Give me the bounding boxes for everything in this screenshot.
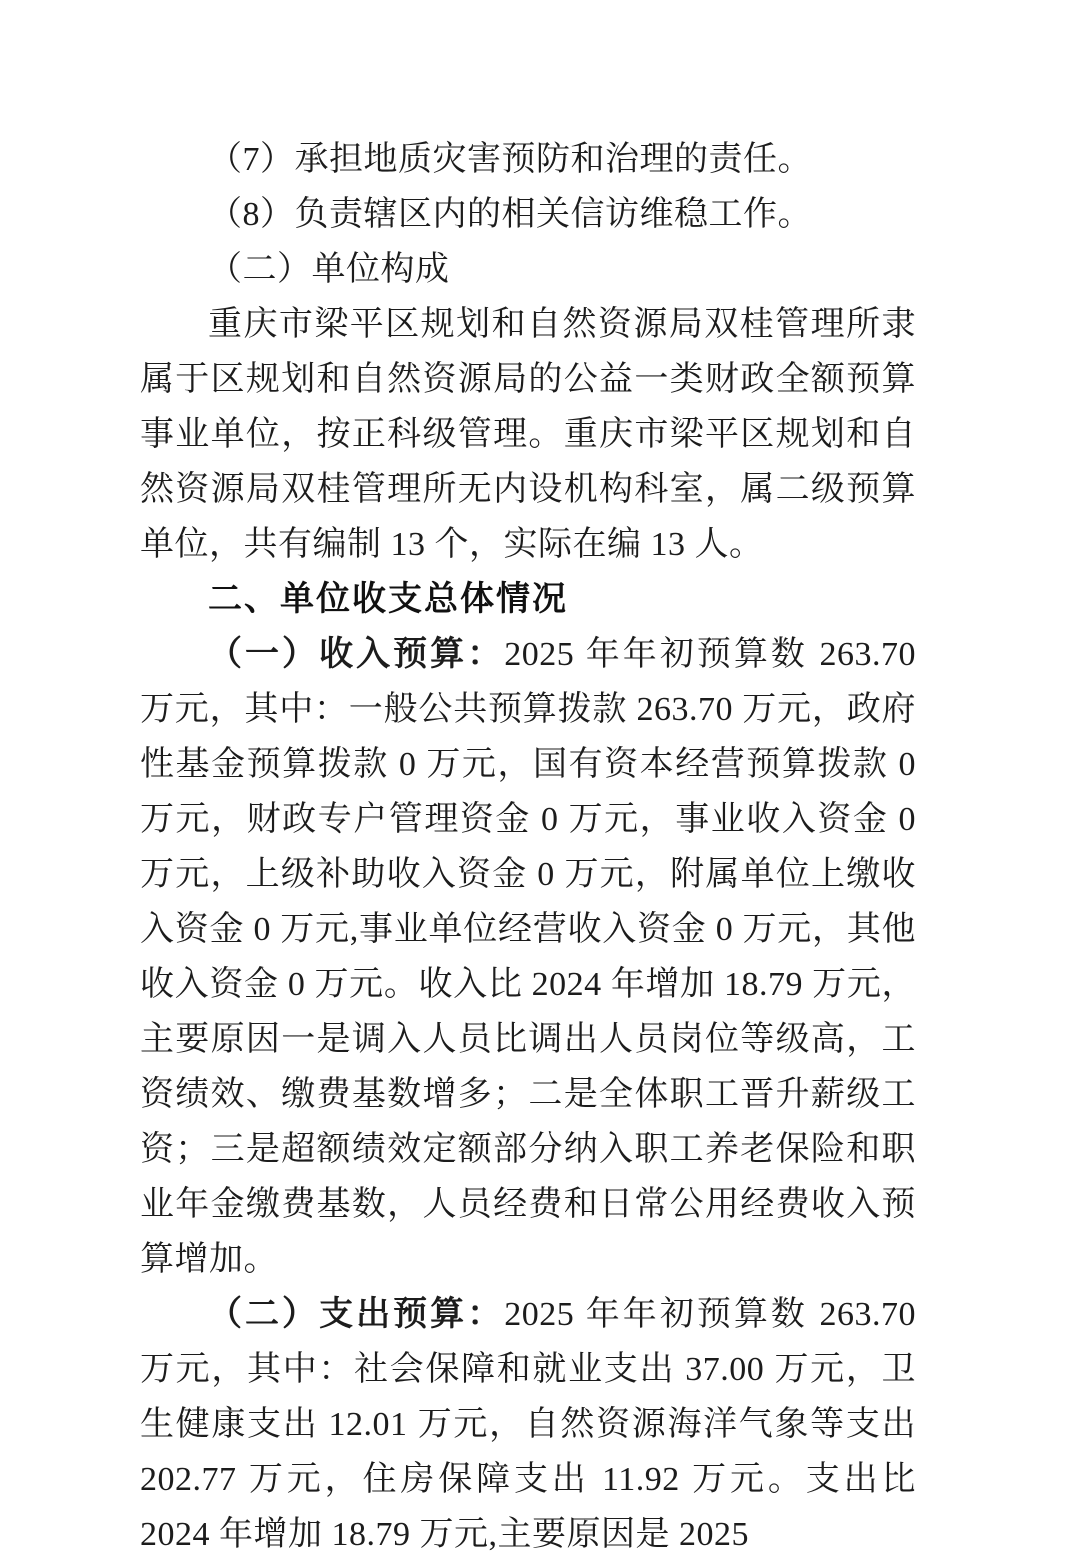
document-body: [140, 132, 916, 1562]
body-paragraph: [140, 627, 916, 1287]
paragraph-label: （一）收入预算：: [208, 636, 505, 673]
section-heading: 二、单位收支总体情况: [208, 580, 568, 618]
paragraph-text: 2025 年年初预算数 263.70 万元，其中：一般公共预算拨款 263.70 万元，政府性基金预算拨款 0 万元，国有资本经营预算拨款 0 万元，财政专户管理资金 0 万元，事业收入资金 0 万元，上级补助收入资金 0 万元，附属单位上缴收入资金 0 万元,事业单位经营收入资金 0 万元，其他收入资金 0 万元。收入比 2024 年增加 18.79 万元，主要原因一是调入人员比调出人员岗位等级高，工资绩效、缴费基数增多；二是全体职工晋升薪级工资；三是超额绩效定额部分纳入职工养老保险和职业年金缴费基数，人员经费和日常公用经费收入预算增加。: [140, 636, 916, 1278]
body-paragraph: [140, 1287, 916, 1562]
paragraph-label: （二）支出预算：: [208, 1296, 505, 1333]
body-paragraph: 重庆市梁平区规划和自然资源局双桂管理所隶属于区规划和自然资源局的公益一类财政全额预算事业单位，按正科级管理。重庆市梁平区规划和自然资源局双桂管理所无内设机构科室，属二级预算单位，共有编制 13 个，实际在编 13 人。: [140, 306, 916, 563]
sub-section-heading: （二）单位构成: [208, 251, 450, 288]
body-paragraph: （7）承担地质灾害预防和治理的责任。: [208, 141, 812, 178]
paragraph-text: 2025 年年初预算数 263.70 万元，其中：社会保障和就业支出 37.00 万元，卫生健康支出 12.01 万元，自然资源海洋气象等支出 202.77 万元，住房保障支出 11.92 万元。支出比 2024 年增加 18.79 万元,主要原因是 2025: [140, 1296, 916, 1553]
body-paragraph: （8）负责辖区内的相关信访维稳工作。: [208, 196, 812, 233]
